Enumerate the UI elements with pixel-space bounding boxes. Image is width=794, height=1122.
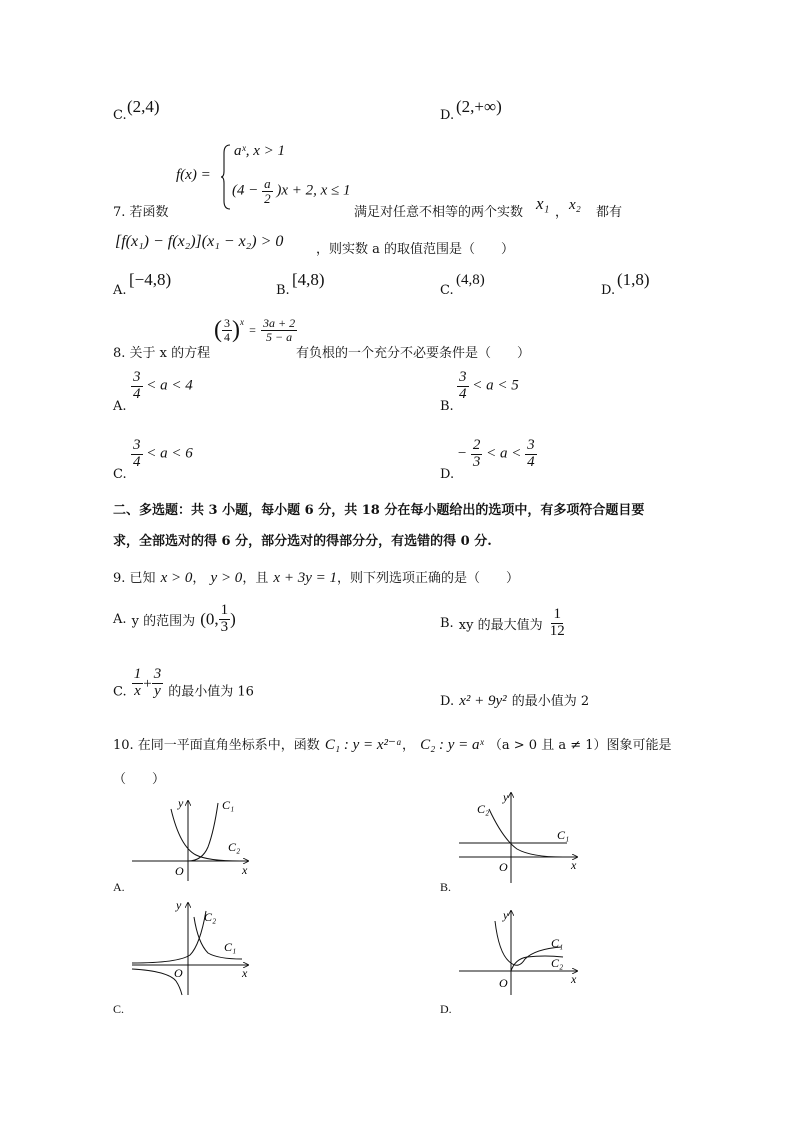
q7-number: 7. 若函数 — [113, 205, 169, 220]
q10-graph-d-label: D. — [440, 1002, 452, 1016]
q6-option-c-value: (2,4) — [127, 97, 160, 116]
q7-option-d-label: D. — [601, 283, 616, 298]
q7-x1: x₁ — [536, 194, 550, 213]
c2-curve — [489, 809, 563, 857]
q6-option-d-value: (2,+∞) — [456, 97, 502, 116]
q10-graph-d — [455, 905, 585, 997]
x-label: x — [571, 858, 577, 872]
q7-option-a-value: [−4,8) — [129, 270, 172, 289]
q10-graph-c-label: C. — [113, 1002, 125, 1016]
q8-option-c: $\frac{3}{4}$ < a < 6 — [133, 437, 193, 470]
y-label: y — [176, 898, 182, 912]
q8-option-d: − $\frac{2}{3}$ < a < $\frac{3}{4}$ — [457, 437, 535, 470]
c1-label: C₁ — [222, 798, 235, 812]
q8-option-b: $\frac{3}{4}$ < a < 5 — [459, 369, 519, 402]
x-label: x — [571, 972, 577, 986]
q6-option-c-label: C. — [113, 108, 127, 123]
q10-graph-a-label: A. — [113, 880, 125, 894]
q8-option-d-label: D. — [440, 467, 455, 482]
q7-option-a-label: A. — [113, 283, 127, 298]
x-label: x — [242, 966, 248, 980]
q9-option-d: D. x² + 9y² 的最小值为 2 — [440, 693, 590, 709]
q7-case1: aˣ, x > 1 — [234, 143, 286, 159]
q6-option-d-label: D. — [440, 108, 455, 123]
y-label: y — [178, 796, 184, 810]
c1-label: C₁ — [551, 936, 564, 950]
q7-comma: ， — [555, 205, 569, 220]
y-label: y — [503, 790, 509, 804]
q10-paren: （ ） — [113, 772, 166, 787]
q7-option-b-label: B. — [276, 283, 290, 298]
y-label: y — [503, 908, 509, 922]
c2-label: C₂ — [551, 956, 564, 970]
q8-option-b-label: B. — [440, 399, 454, 414]
q7-case2: (4 − $\frac{a}{2}$ )x + 2, x ≤ 1 — [232, 176, 351, 206]
q9-option-c: C. $\frac{1}{x}$ + $\frac{3}{y}$ 的最小值为 16 — [113, 666, 254, 700]
c1-label: C₁ — [557, 828, 570, 842]
q8-number: 8. 关于 x 的方程 — [113, 346, 211, 361]
q8-option-a-label: A. — [113, 399, 127, 414]
q9-option-b: B. xy 的最大值为 $\frac{1}{12}$ — [440, 606, 565, 639]
q7-text3: ，则实数 a 的取值范围是（ ） — [316, 242, 515, 257]
c2-label: C₂ — [204, 910, 217, 924]
q7-option-c-label: C. — [440, 283, 454, 298]
q8-option-a: $\frac{3}{4}$ < a < 4 — [133, 369, 193, 402]
c2-label: C₂ — [228, 840, 241, 854]
origin-label: O — [175, 864, 184, 878]
q7-text1: 满足对任意不相等的两个实数 — [354, 205, 524, 220]
origin-label: O — [499, 976, 508, 990]
q9-stem: 9. 已知 x > 0， y > 0，且 x + 3y = 1，则下列选项正确的是（ ） — [113, 570, 519, 586]
q8-option-c-label: C. — [113, 467, 127, 482]
c2-curve — [132, 911, 206, 963]
q10-stem: 10. 在同一平面直角坐标系中，函数 C₁ : y = x²⁻ᵃ， C₂ : y = aˣ （a > 0 且 a ≠ 1）图象可能是 — [113, 737, 672, 753]
q7-inequality: [f(x₁) − f(x₂)](x₁ − x₂) > 0 — [115, 233, 284, 250]
q7-fx: f(x) = — [176, 167, 211, 183]
q9-option-a: A. y 的范围为 (0, $\frac{1}{3}$ ) — [113, 602, 236, 635]
q7-text2: 都有 — [596, 205, 623, 220]
q10-graph-a — [128, 795, 258, 883]
q7-option-d-value: (1,8) — [617, 270, 650, 289]
q7-option-b-value: [4,8) — [292, 270, 325, 289]
q10-graph-c — [128, 897, 258, 997]
c2-label: C₂ — [477, 802, 490, 816]
q10-graph-b — [455, 787, 585, 887]
x-label: x — [242, 863, 248, 877]
q8-equation: ( $\frac{3}{4}$ )$^x$ = $\frac{3a + 2}{5 - a}$ — [214, 316, 296, 344]
c1-label: C₁ — [224, 940, 237, 954]
q7-brace-icon — [220, 143, 232, 211]
q7-x2: x₂ — [569, 197, 581, 213]
q8-text: 有负根的一个充分不必要条件是（ ） — [296, 346, 531, 361]
origin-label: O — [499, 860, 508, 874]
section2-heading-line1: 二、多选题：共 3 小题，每小题 6 分，共 18 分在每小题给出的选项中，有多项符合题目要 — [113, 503, 645, 518]
q10-graph-b-label: B. — [440, 880, 452, 894]
q7-option-c-value: (4,8) — [456, 272, 485, 288]
section2-heading-line2: 求，全部选对的得 6 分，部分选对的得部分分，有选错的得 0 分. — [113, 534, 492, 549]
origin-label: O — [174, 966, 183, 980]
